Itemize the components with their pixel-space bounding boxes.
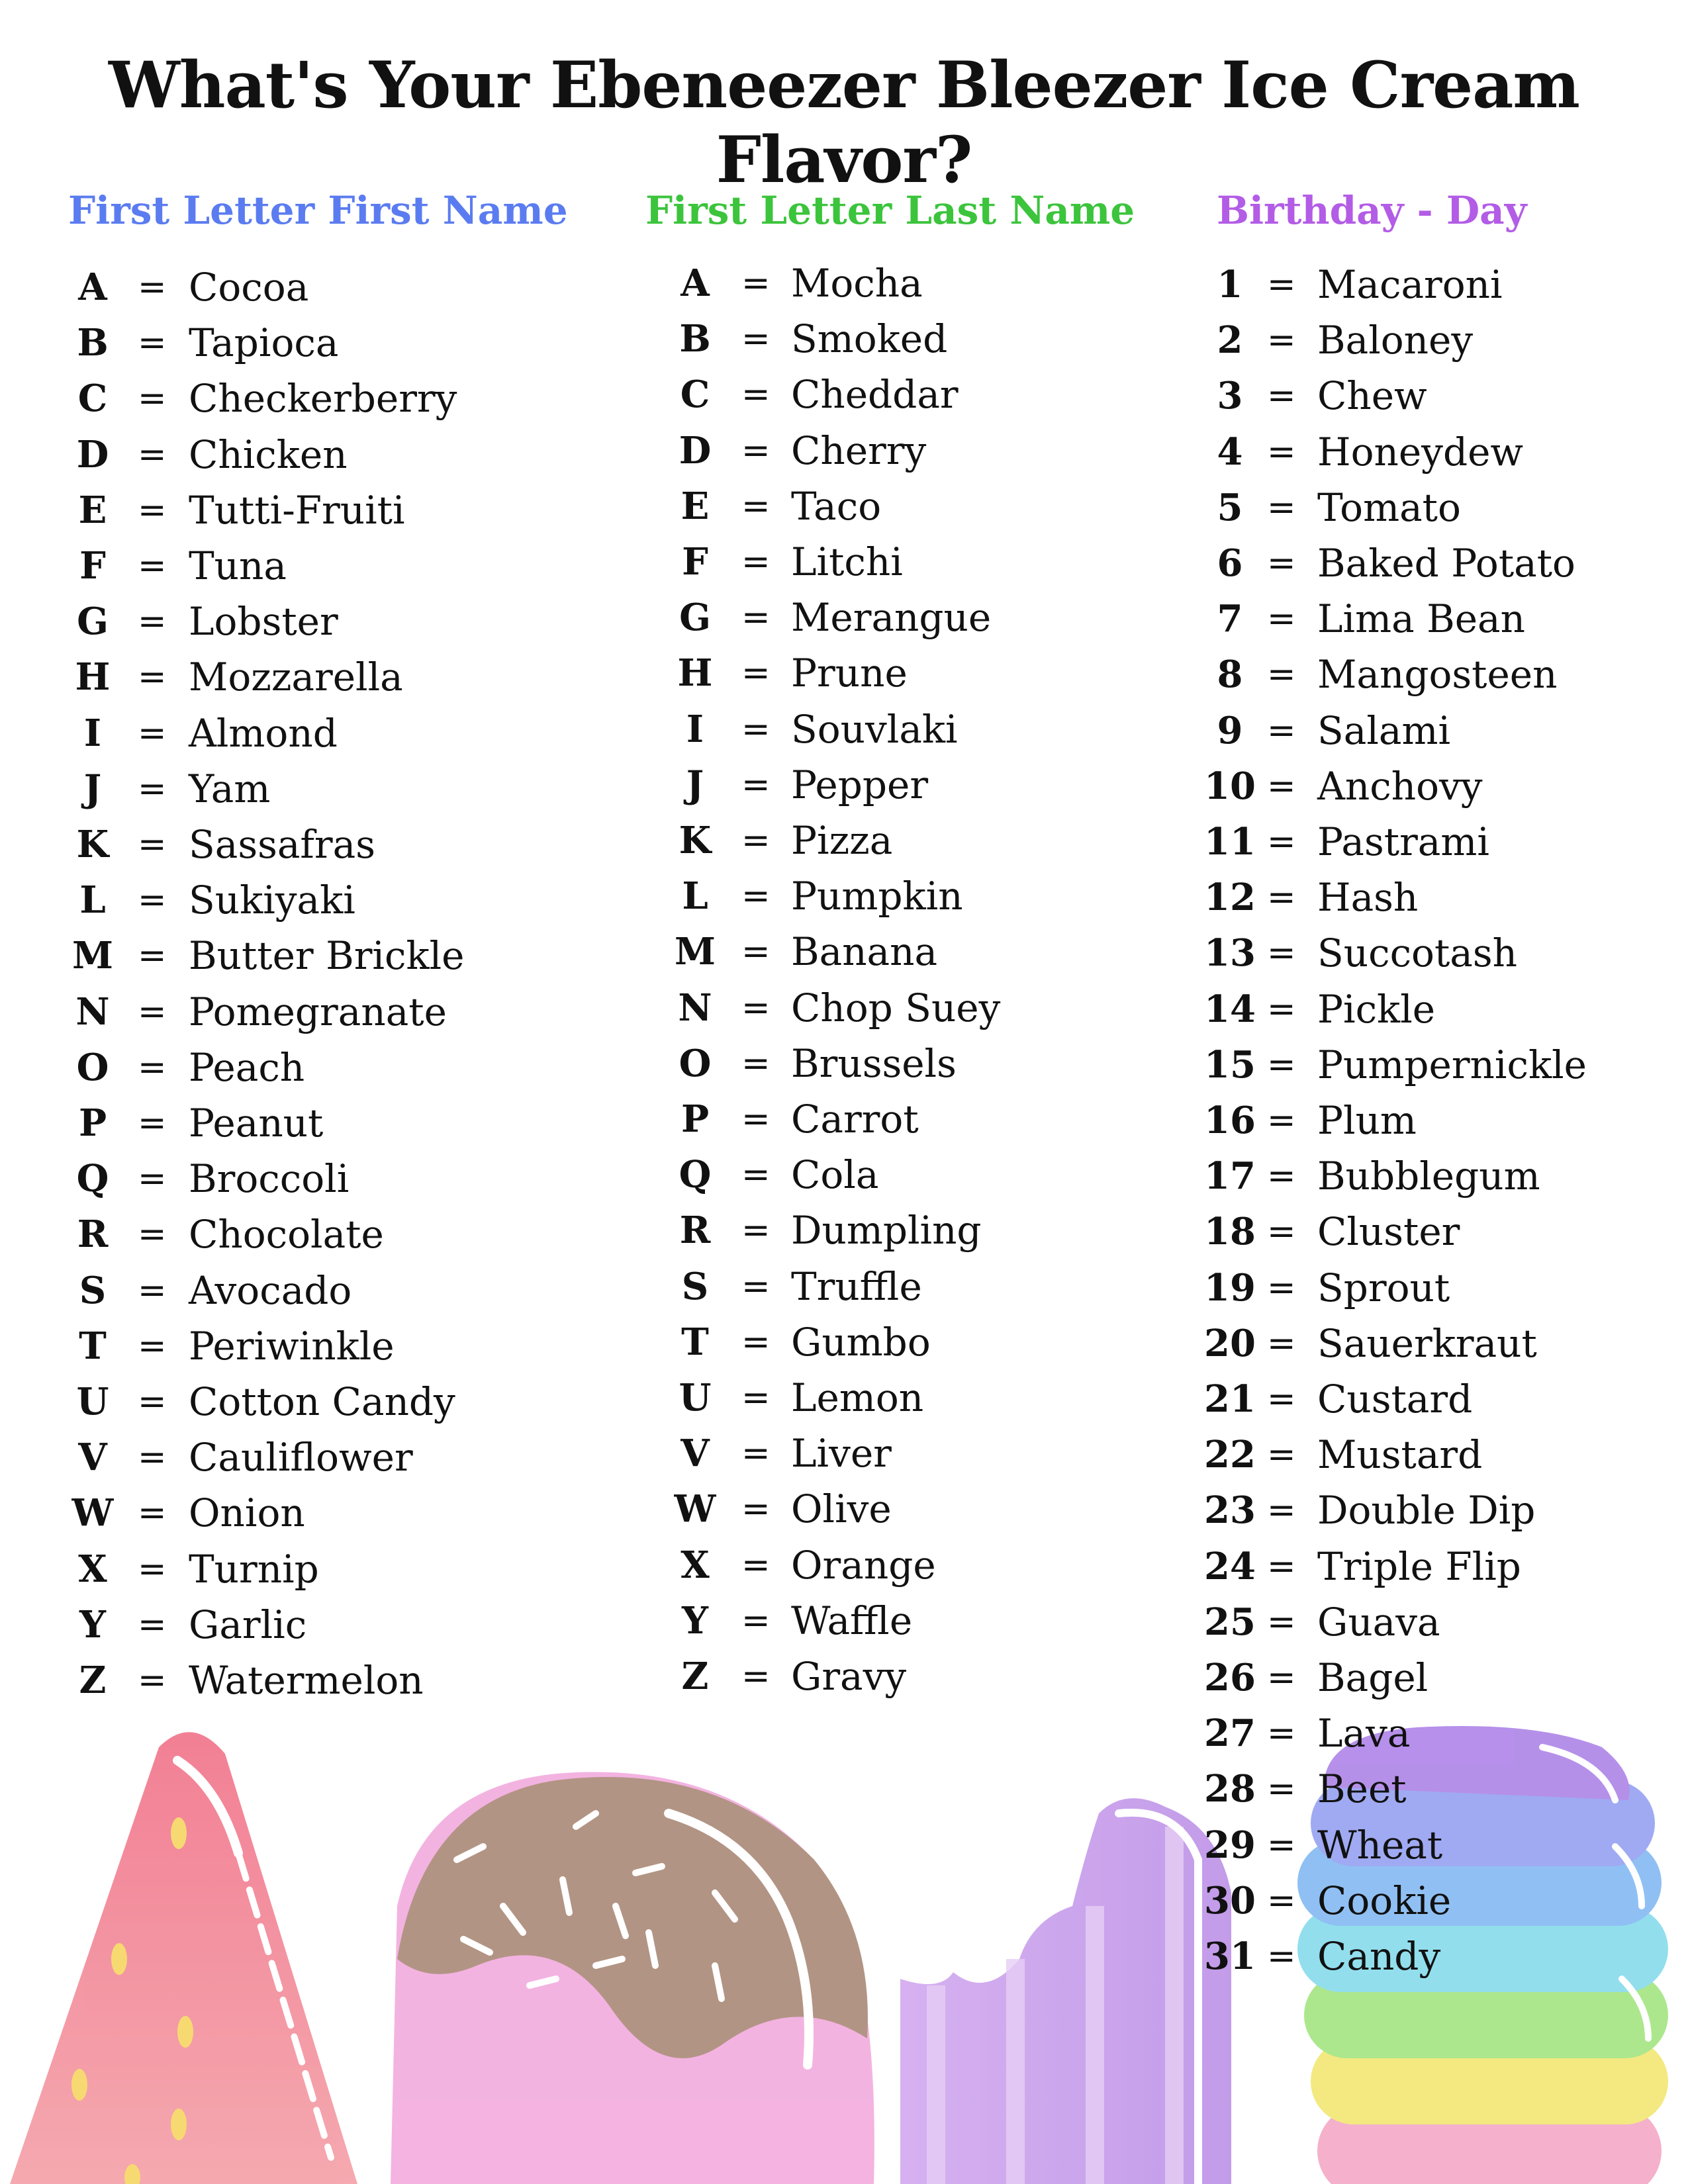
first-name-key: J [83, 766, 102, 811]
first-name-key: A [78, 265, 107, 309]
first-name-flavor: Watermelon [189, 1658, 424, 1703]
last-name-key: T [681, 1320, 709, 1364]
birthday-key: 4 [1217, 430, 1243, 474]
first-name-key: O [76, 1045, 109, 1089]
equals-sign: = [741, 1545, 771, 1585]
birthday-flavor: Salami [1317, 707, 1450, 753]
last-name-key: H [677, 651, 713, 696]
first-name-flavor: Broccoli [189, 1156, 350, 1202]
first-name-key: R [77, 1212, 109, 1257]
first-name-flavor: Mozzarella [189, 655, 403, 700]
equals-sign: = [138, 825, 167, 864]
birthday-key: 15 [1204, 1042, 1256, 1087]
equals-sign: = [1267, 543, 1296, 583]
equals-sign: = [1267, 1546, 1296, 1586]
equals-sign: = [138, 1159, 167, 1199]
birthday-flavor: Succotash [1317, 931, 1517, 976]
birthday-flavor: Anchovy [1317, 763, 1483, 809]
last-name-key: Y [682, 1598, 708, 1643]
first-name-key: M [72, 934, 113, 978]
last-name-flavor: Chop Suey [791, 985, 1001, 1030]
equals-sign: = [138, 1661, 167, 1700]
last-name-flavor: Gumbo [791, 1319, 931, 1365]
last-name-key: F [682, 540, 708, 584]
birthday-flavor: Lava [1317, 1711, 1411, 1756]
last-name-flavor: Cheddar [791, 372, 959, 418]
equals-sign: = [138, 1270, 167, 1310]
first-name-key: H [75, 655, 111, 700]
first-name-key: Y [79, 1602, 106, 1647]
last-name-key: U [679, 1376, 712, 1420]
last-name-key: Z [681, 1655, 709, 1698]
last-name-flavor: Cherry [791, 428, 927, 473]
last-name-key: B [679, 317, 711, 361]
equals-sign: = [138, 1326, 167, 1366]
last-name-flavor: Litchi [791, 539, 903, 584]
first-name-key: G [77, 600, 109, 644]
equals-sign: = [138, 490, 167, 530]
first-name-key: B [77, 321, 109, 365]
birthday-flavor: Pickle [1317, 986, 1436, 1032]
first-name-flavor: Sassafras [189, 822, 375, 867]
equals-sign: = [741, 319, 771, 359]
first-name-key: S [79, 1268, 107, 1312]
birthday-key: 1 [1217, 263, 1243, 306]
birthday-key: 30 [1204, 1878, 1256, 1923]
equals-sign: = [1267, 1936, 1296, 1976]
first-name-flavor: Garlic [189, 1602, 307, 1647]
equals-sign: = [741, 709, 771, 749]
birthday-key: 22 [1204, 1433, 1256, 1477]
birthday-flavor: Candy [1317, 1934, 1441, 1979]
equals-sign: = [741, 598, 771, 638]
birthday-key: 6 [1217, 541, 1243, 585]
first-name-flavor: Cocoa [189, 265, 309, 310]
first-name-flavor: Tuna [189, 543, 287, 588]
equals-sign: = [741, 1155, 771, 1195]
last-name-flavor: Banana [791, 929, 938, 975]
last-name-key: V [680, 1432, 710, 1476]
birthday-key: 20 [1204, 1321, 1256, 1365]
equals-sign: = [1267, 989, 1296, 1029]
last-name-key: S [681, 1264, 709, 1308]
birthday-flavor: Mangosteen [1317, 652, 1558, 698]
birthday-flavor: Baked Potato [1317, 541, 1575, 586]
first-name-key: Z [79, 1659, 107, 1702]
equals-sign: = [1267, 376, 1296, 416]
equals-sign: = [741, 430, 771, 471]
equals-sign: = [138, 991, 167, 1032]
watermelon-popsicle-icon [10, 1732, 357, 2184]
last-name-flavor: Orange [791, 1542, 936, 1588]
equals-sign: = [1267, 710, 1296, 751]
birthday-flavor: Hash [1317, 875, 1419, 921]
equals-sign: = [741, 1266, 771, 1306]
last-name-key: R [679, 1208, 711, 1253]
first-name-flavor: Lobster [189, 599, 338, 645]
first-name-key: K [76, 823, 109, 866]
first-name-key: P [78, 1101, 107, 1145]
last-name-key: I [686, 707, 704, 751]
birthday-flavor: Pastrami [1317, 819, 1489, 864]
equals-sign: = [1267, 1769, 1296, 1809]
equals-sign: = [741, 653, 771, 694]
equals-sign: = [1267, 1435, 1296, 1475]
birthday-flavor: Lima Bean [1317, 596, 1525, 642]
last-name-flavor: Taco [791, 483, 882, 529]
equals-sign: = [741, 375, 771, 415]
first-name-key: X [78, 1547, 107, 1591]
last-name-key: W [674, 1487, 716, 1531]
last-name-key: P [680, 1097, 710, 1141]
equals-sign: = [1267, 1379, 1296, 1419]
birthday-key: 23 [1204, 1488, 1256, 1533]
purple-bitten-popsicle-icon [900, 1798, 1231, 2184]
last-name-flavor: Carrot [791, 1097, 919, 1142]
birthday-key: 19 [1204, 1265, 1256, 1310]
equals-sign: = [1267, 1825, 1296, 1865]
first-name-key: L [79, 878, 106, 923]
last-name-flavor: Souvlaki [791, 706, 958, 752]
last-name-column-header: First Letter Last Name [645, 188, 1135, 233]
last-name-flavor: Prune [791, 651, 908, 696]
equals-sign: = [1267, 1212, 1296, 1252]
first-name-flavor: Tutti-Fruiti [189, 487, 405, 533]
birthday-flavor: Sauerkraut [1317, 1320, 1537, 1366]
equals-sign: = [138, 1382, 167, 1422]
birthday-flavor: Mustard [1317, 1432, 1483, 1478]
equals-sign: = [138, 1604, 167, 1645]
first-name-flavor: Peach [189, 1044, 305, 1090]
last-name-flavor: Pepper [791, 762, 929, 807]
birthday-key: 24 [1204, 1544, 1256, 1588]
equals-sign: = [138, 1437, 167, 1478]
equals-sign: = [138, 1103, 167, 1143]
last-name-key: Q [679, 1153, 712, 1197]
birthday-key: 26 [1204, 1656, 1256, 1700]
last-name-key: E [680, 484, 710, 528]
birthday-key: 27 [1204, 1711, 1256, 1756]
equals-sign: = [741, 542, 771, 582]
equals-sign: = [1267, 1044, 1296, 1085]
birthday-key: 9 [1217, 708, 1243, 752]
birthday-flavor: Tomato [1317, 484, 1461, 530]
last-name-flavor: Gravy [791, 1654, 907, 1699]
last-name-flavor: Pumpkin [791, 874, 963, 919]
equals-sign: = [741, 1378, 771, 1418]
first-name-flavor: Onion [189, 1490, 305, 1536]
equals-sign: = [1267, 599, 1296, 639]
last-name-flavor: Liver [791, 1431, 892, 1477]
first-name-key: F [79, 544, 106, 588]
equals-sign: = [138, 1047, 167, 1087]
birthday-flavor: Bagel [1317, 1655, 1429, 1700]
equals-sign: = [1267, 1101, 1296, 1140]
equals-sign: = [138, 657, 167, 698]
equals-sign: = [138, 880, 167, 921]
equals-sign: = [138, 1493, 167, 1533]
birthday-flavor: Triple Flip [1317, 1543, 1521, 1589]
equals-sign: = [741, 1657, 771, 1696]
last-name-flavor: Cola [791, 1152, 879, 1198]
last-name-key: A [680, 261, 710, 305]
last-name-flavor: Waffle [791, 1598, 913, 1643]
last-name-key: C [680, 373, 710, 417]
last-name-flavor: Mocha [791, 261, 923, 306]
first-name-key: T [79, 1324, 107, 1368]
last-name-key: K [679, 819, 712, 862]
birthday-key: 18 [1204, 1210, 1256, 1254]
equals-sign: = [1267, 1713, 1296, 1754]
birthday-flavor: Honeydew [1317, 429, 1524, 475]
birthday-key: 21 [1204, 1377, 1256, 1421]
first-name-flavor: Cotton Candy [189, 1379, 455, 1424]
birthday-key: 31 [1204, 1934, 1256, 1978]
birthday-flavor: Macaroni [1317, 262, 1503, 307]
birthday-flavor: Chew [1317, 373, 1427, 419]
equals-sign: = [741, 821, 771, 860]
equals-sign: = [741, 1099, 771, 1139]
equals-sign: = [1267, 1156, 1296, 1197]
first-name-flavor: Tapioca [189, 320, 339, 366]
birthday-key: 16 [1204, 1099, 1256, 1142]
last-name-flavor: Dumpling [791, 1208, 982, 1253]
first-name-flavor: Pomegranate [189, 989, 447, 1034]
birthday-key: 14 [1204, 987, 1256, 1031]
first-name-flavor: Sukiyaki [189, 878, 355, 923]
birthday-key: 12 [1204, 876, 1256, 920]
equals-sign: = [1267, 1323, 1296, 1363]
first-name-key: N [75, 989, 110, 1034]
birthday-flavor: Baloney [1317, 318, 1474, 363]
equals-sign: = [741, 1210, 771, 1251]
first-name-flavor: Yam [189, 766, 271, 811]
first-name-key: D [76, 432, 109, 477]
equals-sign: = [1267, 1880, 1296, 1921]
birthday-key: 8 [1217, 653, 1243, 697]
last-name-flavor: Merangue [791, 595, 992, 641]
birthday-flavor: Guava [1317, 1599, 1440, 1645]
birthday-column-header: Birthday - Day [1217, 188, 1527, 233]
first-name-flavor: Periwinkle [189, 1323, 395, 1369]
equals-sign: = [138, 1549, 167, 1589]
birthday-key: 5 [1217, 485, 1243, 529]
first-name-key: W [71, 1491, 114, 1535]
equals-sign: = [1267, 766, 1296, 806]
first-name-flavor: Avocado [189, 1267, 352, 1313]
equals-sign: = [1267, 878, 1296, 918]
equals-sign: = [138, 267, 167, 307]
birthday-flavor: Pumpernickle [1317, 1042, 1587, 1087]
equals-sign: = [138, 602, 167, 642]
birthday-key: 11 [1204, 820, 1256, 864]
equals-sign: = [1267, 1658, 1296, 1698]
birthday-flavor: Beet [1317, 1766, 1407, 1812]
equals-sign: = [138, 1214, 167, 1255]
first-name-key: V [78, 1435, 107, 1480]
last-name-key: N [678, 985, 712, 1030]
last-name-flavor: Smoked [791, 316, 948, 362]
first-name-flavor: Peanut [189, 1101, 324, 1146]
first-name-column-header: First Letter First Name [68, 188, 568, 233]
equals-sign: = [1267, 487, 1296, 527]
last-name-key: G [679, 596, 711, 640]
last-name-flavor: Lemon [791, 1375, 924, 1420]
equals-sign: = [1267, 655, 1296, 695]
equals-sign: = [741, 1600, 771, 1641]
birthday-key: 10 [1204, 764, 1256, 808]
last-name-flavor: Pizza [791, 818, 893, 863]
equals-sign: = [741, 932, 771, 972]
first-name-flavor: Turnip [189, 1546, 319, 1592]
equals-sign: = [138, 713, 167, 753]
first-name-flavor: Checkerberry [189, 376, 457, 422]
birthday-key: 17 [1204, 1154, 1256, 1199]
equals-sign: = [138, 768, 167, 809]
equals-sign: = [1267, 432, 1296, 472]
last-name-key: O [679, 1041, 712, 1085]
last-name-flavor: Olive [791, 1486, 892, 1532]
equals-sign: = [138, 936, 167, 976]
birthday-key: 13 [1204, 931, 1256, 976]
last-name-key: L [682, 874, 708, 919]
equals-sign: = [741, 1043, 771, 1083]
equals-sign: = [741, 1322, 771, 1362]
last-name-flavor: Truffle [791, 1263, 922, 1309]
equals-sign: = [1267, 822, 1296, 862]
birthday-key: 7 [1217, 597, 1243, 641]
last-name-flavor: Brussels [791, 1040, 957, 1086]
equals-sign: = [1267, 1267, 1296, 1308]
birthday-flavor: Cookie [1317, 1878, 1452, 1923]
last-name-key: X [680, 1543, 710, 1587]
equals-sign: = [741, 876, 771, 917]
first-name-flavor: Cauliflower [189, 1435, 413, 1480]
birthday-flavor: Cluster [1317, 1209, 1460, 1255]
last-name-key: J [686, 762, 704, 807]
birthday-key: 29 [1204, 1823, 1256, 1867]
birthday-flavor: Custard [1317, 1377, 1473, 1422]
equals-sign: = [741, 1433, 771, 1474]
birthday-key: 2 [1217, 318, 1243, 363]
equals-sign: = [138, 546, 167, 586]
birthday-flavor: Bubblegum [1317, 1154, 1540, 1199]
equals-sign: = [1267, 1602, 1296, 1642]
equals-sign: = [1267, 265, 1296, 304]
first-name-key: I [83, 711, 102, 755]
birthday-flavor: Plum [1317, 1098, 1417, 1143]
first-name-key: C [77, 377, 108, 421]
page-title: What's Your Ebeneezer Bleezer Ice Cream Flavor? [108, 48, 1579, 197]
first-name-key: U [76, 1380, 109, 1424]
equals-sign: = [741, 987, 771, 1028]
equals-sign: = [1267, 1490, 1296, 1531]
first-name-flavor: Chocolate [189, 1212, 384, 1257]
birthday-key: 3 [1217, 374, 1243, 418]
last-name-key: M [675, 930, 716, 974]
first-name-flavor: Almond [189, 710, 338, 756]
equals-sign: = [1267, 933, 1296, 974]
equals-sign: = [741, 1489, 771, 1529]
equals-sign: = [741, 263, 771, 303]
equals-sign: = [1267, 320, 1296, 361]
last-name-key: D [679, 428, 712, 473]
birthday-key: 25 [1204, 1600, 1256, 1644]
equals-sign: = [138, 434, 167, 475]
equals-sign: = [741, 764, 771, 805]
birthday-flavor: Sprout [1317, 1265, 1450, 1310]
equals-sign: = [741, 486, 771, 526]
first-name-flavor: Chicken [189, 432, 348, 477]
first-name-key: E [78, 488, 107, 532]
first-name-key: Q [76, 1157, 109, 1201]
first-name-flavor: Butter Brickle [189, 933, 465, 979]
birthday-flavor: Double Dip [1317, 1488, 1536, 1533]
chocolate-sprinkle-popsicle-icon [391, 1772, 874, 2184]
birthday-key: 28 [1204, 1767, 1256, 1811]
equals-sign: = [138, 323, 167, 363]
equals-sign: = [138, 379, 167, 419]
birthday-flavor: Wheat [1317, 1822, 1443, 1868]
